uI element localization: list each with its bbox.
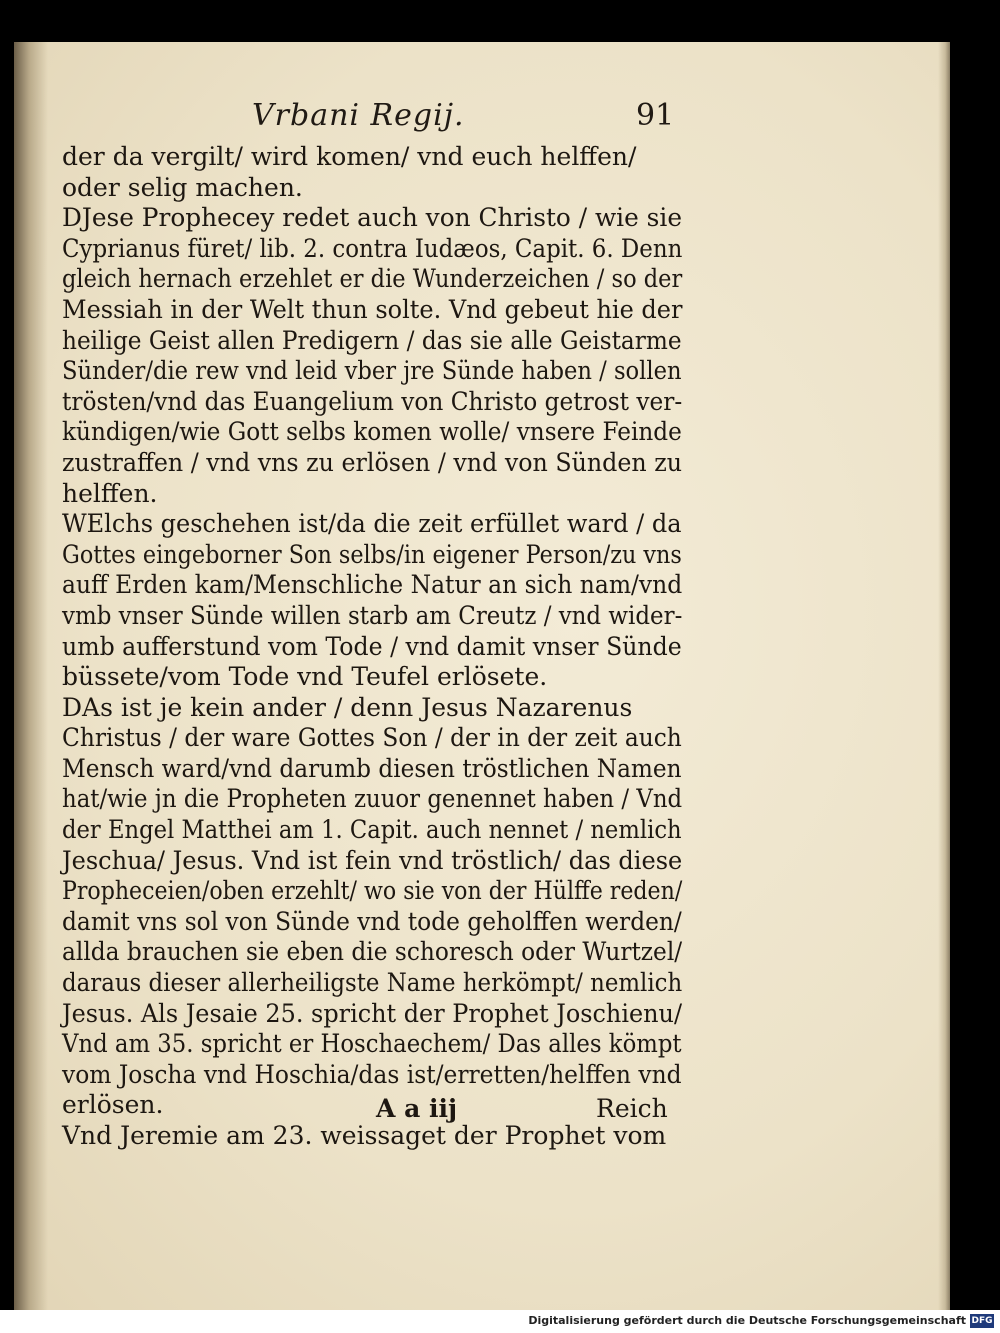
text-line: Messiah in der Welt thun solte. Vnd gebeut hie der [62,294,683,324]
text-line: der Engel Matthei am 1. Capit. auch nennet / nemlich [62,815,682,845]
dfg-logo-icon: DFG [971,1316,993,1326]
text-line: Vnd Jeremie am 23. weissaget der Prophet vom [62,1121,667,1150]
text-line: Propheceien/oben erzehlt/ wo sie von der Hülffe reden/ [62,876,683,906]
text-line: hat/wie jn die Propheten zuuor genennet haben / Vnd [62,784,683,814]
text-line: vmb vnser Sünde willen starb am Creutz / vnd wider- [62,600,683,630]
text-line: Mensch ward/vnd darumb diesen tröstlichen Namen [62,753,682,783]
text-line: Christus / der ware Gottes Son / der in der zeit auch [62,723,682,753]
text-line: Gottes eingeborner Son selbs/in eigener Person/zu vns [62,539,682,569]
text-line: WElchs geschehen ist/da die zeit erfüllet ward / da [62,509,682,539]
page-footer [0,1094,1000,1128]
running-title: Vrbani Regij. [252,98,465,133]
text-line: helffen. [62,478,158,508]
credit-bar [0,1310,1000,1333]
page-number: 91 [636,98,675,133]
text-line: damit vns sol von Sünde vnd tode geholffen werden/ [62,906,682,936]
text-line: auff Erden kam/Menschliche Natur an sich nam/vnd [62,570,683,600]
text-line: Sünder/die rew vnd leid vber jre Sünde haben / sollen [62,356,682,386]
signature-mark: A a iij [376,1094,458,1123]
body-text [62,142,682,1152]
credit-text: Digitalisierung gefördert durch die Deutsche Forschungsgemeinschaft [528,1314,966,1327]
text-line: gleich hernach erzehlet er die Wunderzeichen / so der [62,264,683,294]
text-line: Cyprianus füret/ lib. 2. contra Iudæos, Capit. 6. Denn [62,233,683,263]
text-line: trösten/vnd das Euangelium von Christo getrost ver- [62,386,683,416]
text-line: allda brauchen sie eben die schoresch oder Wurtzel/ [62,937,683,967]
text-line: der da vergilt/ wird komen/ vnd euch helffen/ [62,142,637,171]
text-line: oder selig machen. [62,172,303,202]
catchword: Reich [596,1094,668,1123]
text-line: zustraffen / vnd vns zu erlösen / vnd von Sünden zu [62,447,683,477]
text-line: Jeschua/ Jesus. Vnd ist fein vnd tröstlich/ das diese [62,845,683,875]
text-line: DAs ist je kein ander / denn Jesus Nazarenus [62,692,633,722]
text-line: büssete/vom Tode vnd Teufel erlösete. [62,662,548,692]
text-line: Jesus. Als Jesaie 25. spricht der Prophet Joschienu/ [62,998,682,1028]
text-line: umb aufferstund vom Tode / vnd damit vnser Sünde [62,631,682,661]
text-line: daraus dieser allerheiligste Name herkömpt/ nemlich [62,968,683,998]
text-line: vom Joscha vnd Hoschia/das ist/erretten/helffen vnd [62,1059,682,1089]
text-line: kündigen/wie Gott selbs komen wolle/ vnsere Feinde [62,417,682,447]
text-line: heilige Geist allen Predigern / das sie alle Geistarme [62,325,682,355]
text-line: DJese Prophecey redet auch von Christo / wie sie [62,203,683,233]
text-line: erlösen. [62,1090,164,1120]
text-line: Vnd am 35. spricht er Hoschaechem/ Das alles kömpt [62,1029,682,1059]
page-header [0,98,1000,138]
